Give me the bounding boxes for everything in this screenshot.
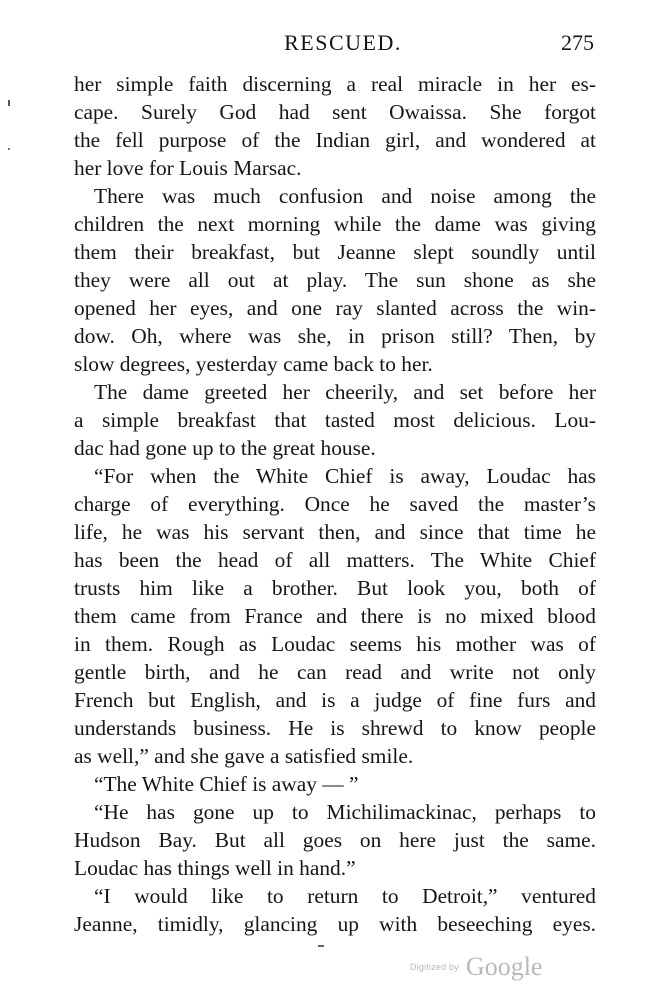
text-line: they were all out at play. The sun shone as she [74, 268, 596, 292]
paragraph-first-line: The dame greeted her cheerily, and set before her [94, 380, 596, 404]
text-line: the fell purpose of the Indian girl, and wondered at [74, 128, 596, 152]
text-line: opened her eyes, and one ray slanted across the win- [74, 296, 596, 320]
text-line: has been the head of all matters. The White Chief [74, 548, 596, 572]
text-line: Hudson Bay. But all goes on here just the same. [74, 828, 596, 852]
paragraph-first-line: “He has gone up to Michilimackinac, perhaps to [94, 800, 596, 824]
text-line: dow. Oh, where was she, in prison still? Then, by [74, 324, 596, 348]
watermark-prefix: Digitized by [410, 962, 459, 972]
text-line: charge of everything. Once he saved the master’s [74, 492, 596, 516]
page-number: 275 [561, 30, 594, 55]
text-line: cape. Surely God had sent Owaissa. She forgot [74, 100, 596, 124]
margin-speck [8, 148, 10, 150]
text-line: her simple faith discerning a real miracle in her es- [74, 72, 596, 96]
paragraph-first-line: “I would like to return to Detroit,” ventured [94, 884, 596, 908]
text-line: understands business. He is shrewd to know people [74, 716, 596, 740]
text-line: them came from France and there is no mixed blood [74, 604, 596, 628]
text-line: children the next morning while the dame was giving [74, 212, 596, 236]
text-line: as well,” and she gave a satisfied smile. [74, 744, 414, 768]
margin-speck [8, 100, 10, 106]
text-line: them their breakfast, but Jeanne slept soundly until [74, 240, 596, 264]
text-line: slow degrees, yesterday came back to her. [74, 352, 433, 376]
text-line: dac had gone up to the great house. [74, 436, 376, 460]
text-line: French but English, and is a judge of fine furs and [74, 688, 596, 712]
text-line: a simple breakfast that tasted most delicious. Lou- [74, 408, 596, 432]
text-line: her love for Louis Marsac. [74, 156, 302, 180]
paragraph-first-line: “The White Chief is away — ” [94, 772, 359, 796]
text-line: Loudac has things well in hand.” [74, 856, 356, 880]
running-title: RESCUED. [284, 30, 402, 55]
paragraph-first-line: “For when the White Chief is away, Loudac has [94, 464, 596, 488]
text-line: Jeanne, timidly, glancing up with beseeching eyes. [74, 912, 596, 936]
watermark-brand: Google [465, 952, 543, 981]
paragraph-first-line: There was much confusion and noise among the [94, 184, 596, 208]
digitized-by-google-watermark [410, 952, 542, 982]
text-line: gentle birth, and he can read and write not only [74, 660, 596, 684]
body-text [74, 70, 596, 938]
text-line: trusts him like a brother. But look you, both of [74, 576, 596, 600]
text-line: in them. Rough as Loudac seems his mother was of [74, 632, 596, 656]
running-head [74, 30, 594, 62]
text-line: life, he was his servant then, and since that time he [74, 520, 596, 544]
footer-speck [318, 945, 324, 947]
